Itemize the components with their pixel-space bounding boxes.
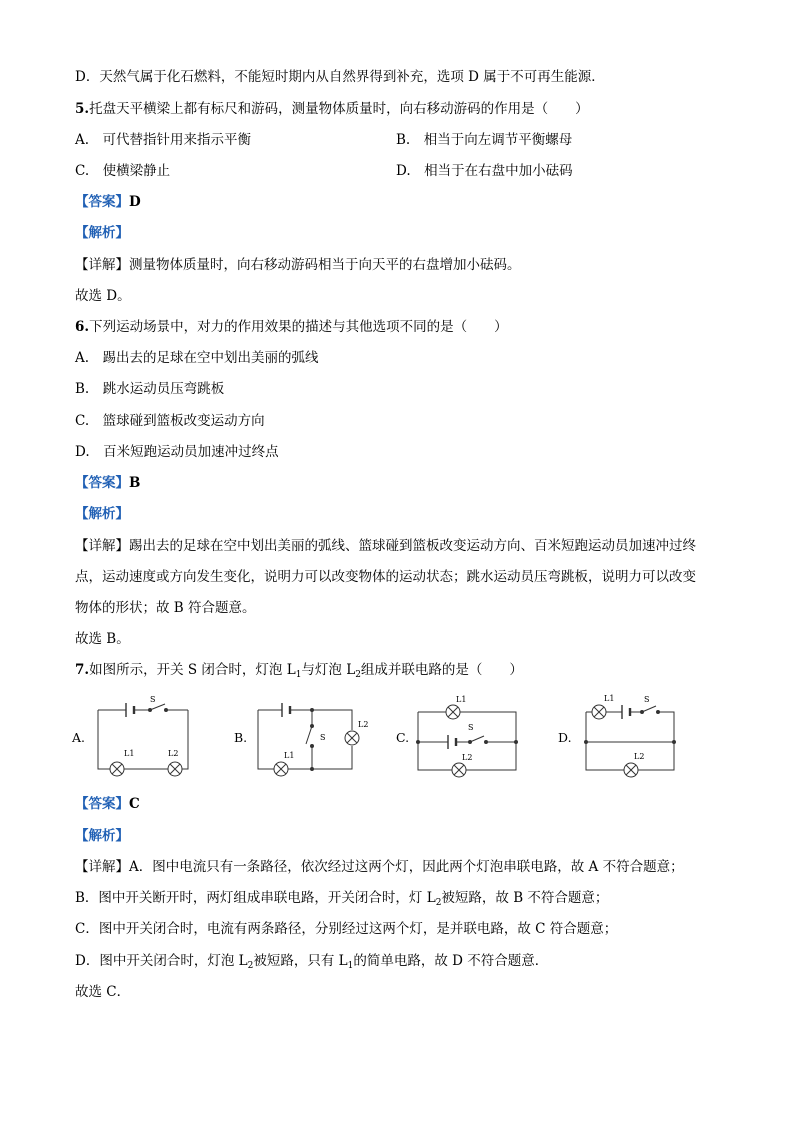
circuit-d xyxy=(558,694,676,777)
question-5 xyxy=(75,100,589,118)
circuit-label: C. xyxy=(396,730,410,745)
subscript: 2 xyxy=(435,898,442,908)
analysis-tag: 【解析】 xyxy=(75,506,129,522)
q7-text-b: 与灯泡 L xyxy=(301,662,356,678)
q6-detail-1 xyxy=(75,537,696,555)
q7-d-text-end: 的简单电路，故 D 不符合题意． xyxy=(353,953,549,969)
q6-option-d: D. 百米短跑运动员加速冲过终点 xyxy=(75,444,279,460)
subscript: 1 xyxy=(347,961,354,971)
detail-text: A．图中电流只有一条路径，依次经过这两个灯，因此两个灯泡串联电路，故 A 不符合题意； xyxy=(129,859,684,875)
q6-detail-2: 点，运动速度或方向发生变化，说明力可以改变物体的运动状态；跳水运动员压弯跳板，说明力可以改变 xyxy=(75,569,696,585)
question-text: 托盘天平横梁上都有标尺和游码，测量物体质量时，向右移动游码的作用是（ ） xyxy=(89,101,589,117)
lamp-label: L2 xyxy=(462,753,473,762)
q7-detail-b xyxy=(75,889,608,907)
subscript: 2 xyxy=(247,961,254,971)
q6-answer xyxy=(75,474,140,492)
question-6 xyxy=(75,318,508,336)
circuit-a xyxy=(71,695,188,776)
lamp-label: L2 xyxy=(358,720,369,729)
question-number: 6. xyxy=(75,319,90,335)
q7-text-c: 组成并联电路的是（ ） xyxy=(360,662,523,678)
circuit-label: D. xyxy=(558,730,572,745)
subscript: 2 xyxy=(355,670,361,680)
answer-tag: 【答案】 xyxy=(75,796,129,812)
lamp-label: L2 xyxy=(168,749,179,758)
detail-tag: 【详解】 xyxy=(75,257,129,273)
switch-label: S xyxy=(320,733,326,742)
lamp-label: L1 xyxy=(284,751,295,760)
answer-tag: 【答案】 xyxy=(75,475,129,491)
q5-option-c: C. 使横梁静止 xyxy=(75,163,171,179)
detail-tag: 【详解】 xyxy=(75,538,129,554)
option-d-text: D．天然气属于化石燃料，不能短时期内从自然界得到补充，选项 D 属于不可再生能源． xyxy=(75,69,605,85)
q5-option-a: A. 可代替指针用来指示平衡 xyxy=(75,132,252,148)
q5-analysis-tag xyxy=(75,224,129,242)
q5-option-d: D. 相当于在右盘中加小砝码 xyxy=(396,163,573,179)
circuit-diagrams xyxy=(70,690,710,780)
question-number: 7. xyxy=(75,662,90,678)
q7-choose: 故选 C． xyxy=(75,984,131,1000)
q6-analysis-tag xyxy=(75,505,129,523)
switch-label: S xyxy=(150,695,156,704)
q5-option-b: B. 相当于向左调节平衡螺母 xyxy=(396,132,573,148)
q5-answer xyxy=(75,193,141,211)
q5-detail xyxy=(75,256,521,274)
q7-b-text-end: 被短路，故 B 不符合题意； xyxy=(441,890,609,906)
q7-answer xyxy=(75,795,140,813)
analysis-tag: 【解析】 xyxy=(75,828,129,844)
q7-d-text-mid: 被短路，只有 L xyxy=(253,953,348,969)
lamp-label: L1 xyxy=(124,749,135,758)
q6-option-b: B. 跳水运动员压弯跳板 xyxy=(75,381,225,397)
q6-detail-3: 物体的形状；故 B 符合题意。 xyxy=(75,600,256,616)
q6-choose: 故选 B。 xyxy=(75,631,130,647)
q7-detail-c: C．图中开关闭合时，电流有两条路径，分别经过这两个灯，是并联电路，故 C 符合题意； xyxy=(75,921,618,937)
q7-d-text: D．图中开关闭合时，灯泡 L xyxy=(75,953,248,969)
answer-tag: 【答案】 xyxy=(75,194,129,210)
subscript: 1 xyxy=(295,670,302,680)
circuit-c xyxy=(396,695,518,777)
q7-analysis-tag xyxy=(75,827,129,845)
q6-option-c: C. 篮球碰到篮板改变运动方向 xyxy=(75,413,265,429)
q5-choose: 故选 D。 xyxy=(75,288,131,304)
q7-detail-d xyxy=(75,952,548,970)
answer-value: C xyxy=(129,796,140,812)
lamp-label: L2 xyxy=(634,752,645,761)
q7-b-text: B．图中开关断开时，两灯组成串联电路，开关闭合时，灯 L xyxy=(75,890,436,906)
question-7 xyxy=(75,661,523,679)
circuit-b xyxy=(234,703,368,776)
analysis-tag: 【解析】 xyxy=(75,225,129,241)
switch-label: S xyxy=(468,723,474,732)
detail-text: 测量物体质量时，向右移动游码相当于向天平的右盘增加小砝码。 xyxy=(129,257,521,273)
q6-option-a: A. 踢出去的足球在空中划出美丽的弧线 xyxy=(75,350,319,366)
q7-text-a: 如图所示，开关 S 闭合时，灯泡 L xyxy=(89,662,296,678)
detail-text: 踢出去的足球在空中划出美丽的弧线、篮球碰到篮板改变运动方向、百米短跑运动员加速冲过终 xyxy=(129,538,696,554)
circuit-label: B. xyxy=(234,730,248,745)
question-text: 下列运动场景中，对力的作用效果的描述与其他选项不同的是（ ） xyxy=(89,319,508,335)
lamp-label: L1 xyxy=(604,694,615,703)
q7-detail-a xyxy=(75,858,684,876)
circuit-label: A. xyxy=(72,730,86,745)
detail-tag: 【详解】 xyxy=(75,859,129,875)
answer-value: B xyxy=(129,475,141,491)
answer-value: D xyxy=(129,194,141,210)
question-number: 5. xyxy=(75,101,90,117)
lamp-label: L1 xyxy=(456,695,467,704)
switch-label: S xyxy=(644,695,650,704)
